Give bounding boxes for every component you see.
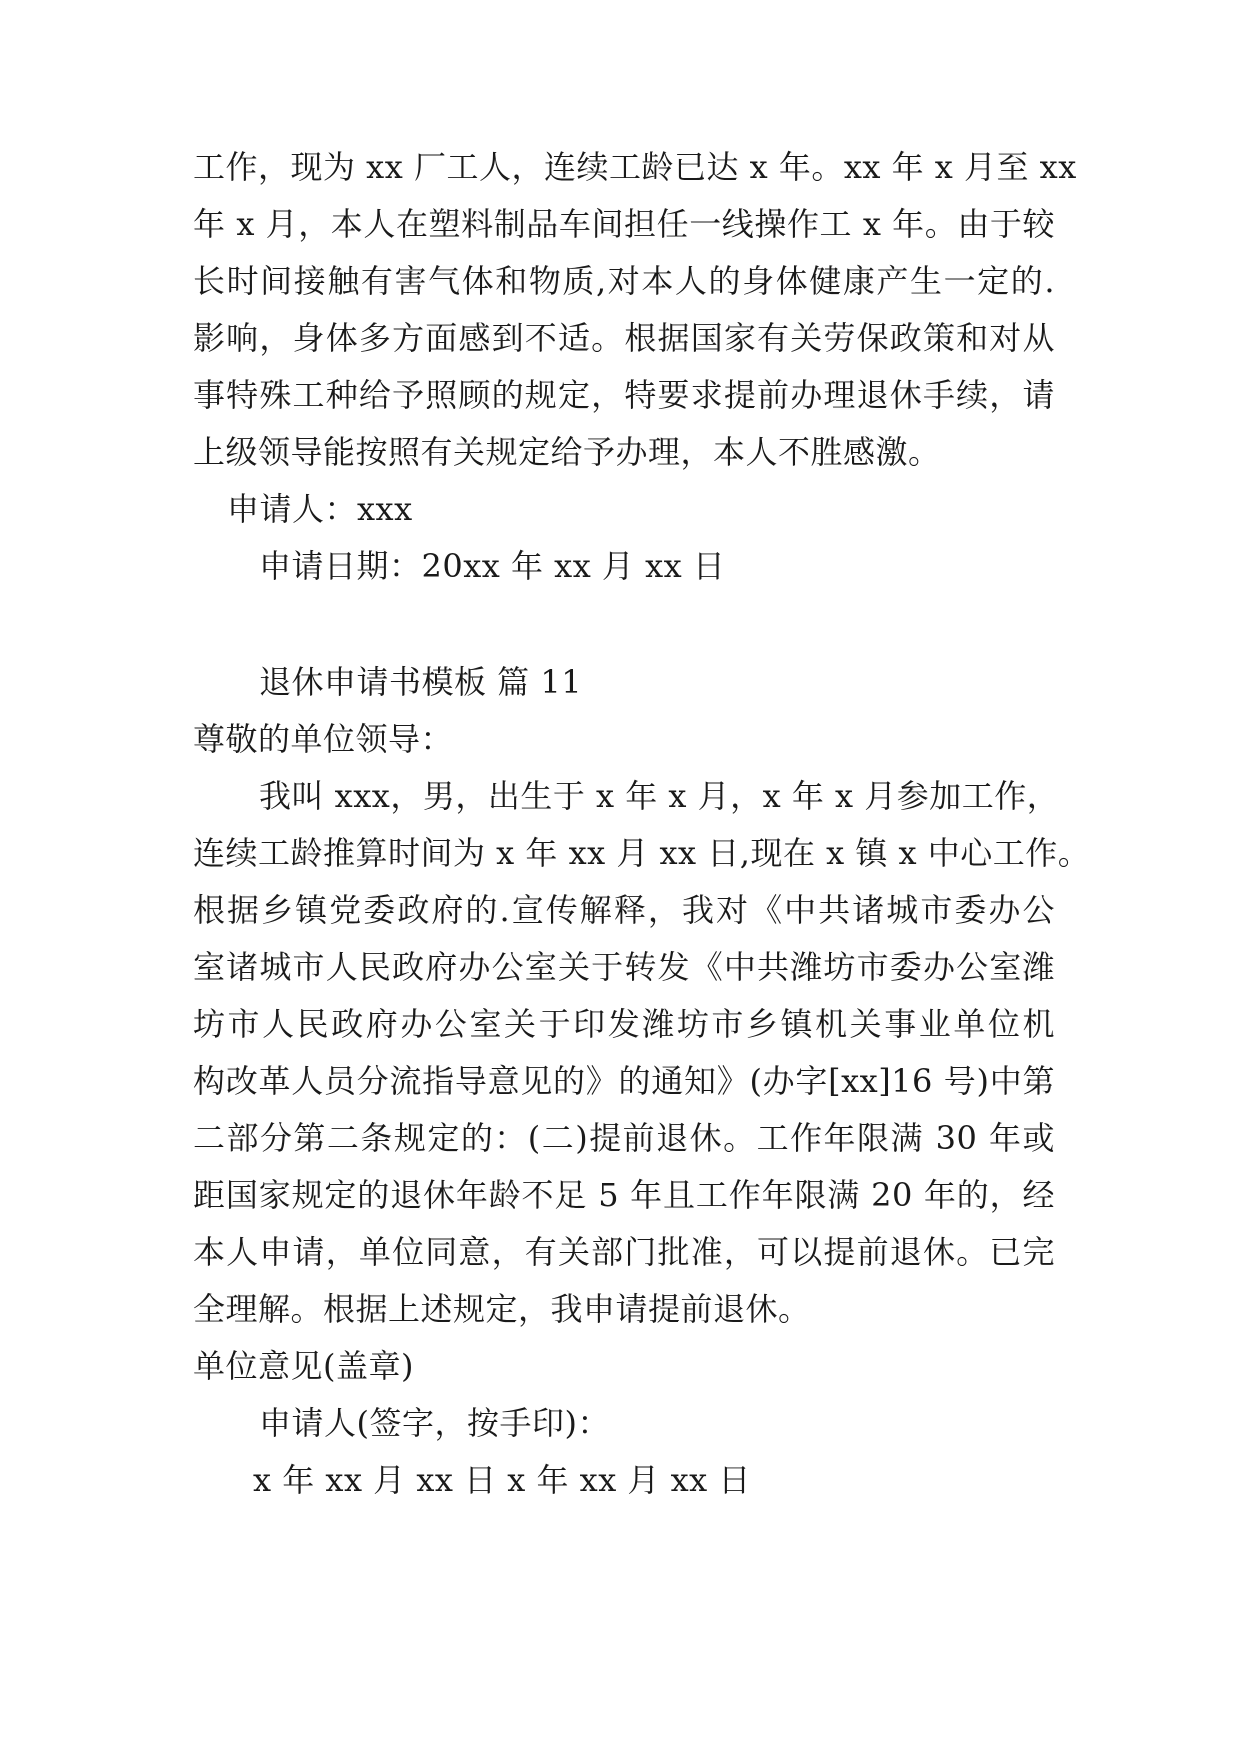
paragraph-2-line-5: 坊市人民政府办公室关于印发潍坊市乡镇机关事业单位机 [193,1005,1055,1043]
section-title: 退休申请书模板 篇 11 [259,663,583,701]
paragraph-2-line-4: 室诸城市人民政府办公室关于转发《中共潍坊市委办公室潍 [193,948,1055,986]
paragraph-2-line-1: 我叫 xxx，男，出生于 x 年 x 月，x 年 x 月参加工作， [259,777,1060,815]
application-date-line: 申请日期：20xx 年 xx 月 xx 日 [259,547,726,585]
paragraph-2-line-10: 全理解。根据上述规定，我申请提前退休。 [193,1290,811,1328]
paragraph-1-line-3: 长时间接触有害气体和物质,对本人的身体健康产生一定的. [193,262,1055,300]
paragraph-1-line-4: 影响，身体多方面感到不适。根据国家有关劳保政策和对从 [193,319,1055,357]
applicant-signature-label: 申请人(签字，按手印)： [259,1404,610,1442]
paragraph-1-line-1: 工作，现为 xx 厂工人，连续工龄已达 x 年。xx 年 x 月至 xx [193,148,1077,186]
paragraph-2-line-3: 根据乡镇党委政府的.宣传解释，我对《中共诸城市委办公 [193,891,1055,929]
paragraph-2-line-2: 连续工龄推算时间为 x 年 xx 月 xx 日,现在 x 镇 x 中心工作。 [193,834,1091,872]
paragraph-2-line-9: 本人申请，单位同意，有关部门批准，可以提前退休。已完 [193,1233,1055,1271]
paragraph-1-line-2: 年 x 月，本人在塑料制品车间担任一线操作工 x 年。由于较 [193,205,1055,243]
paragraph-2-line-8: 距国家规定的退休年龄不足 5 年且工作年限满 20 年的，经 [193,1176,1055,1214]
salutation: 尊敬的单位领导： [193,720,454,758]
signature-date-line: x 年 xx 月 xx 日 x 年 xx 月 xx 日 [253,1461,751,1499]
paragraph-1-line-5: 事特殊工种给予照顾的规定，特要求提前办理退休手续，请 [193,376,1055,414]
paragraph-2-line-7: 二部分第二条规定的：(二)提前退休。工作年限满 30 年或 [193,1119,1055,1157]
unit-opinion-label: 单位意见(盖章) [193,1347,414,1385]
paragraph-1-line-6: 上级领导能按照有关规定给予办理，本人不胜感激。 [193,433,941,471]
paragraph-2-line-6: 构改革人员分流指导意见的》的通知》(办字[xx]16 号)中第 [193,1062,1055,1100]
applicant-line: 申请人：xxx [227,490,413,528]
